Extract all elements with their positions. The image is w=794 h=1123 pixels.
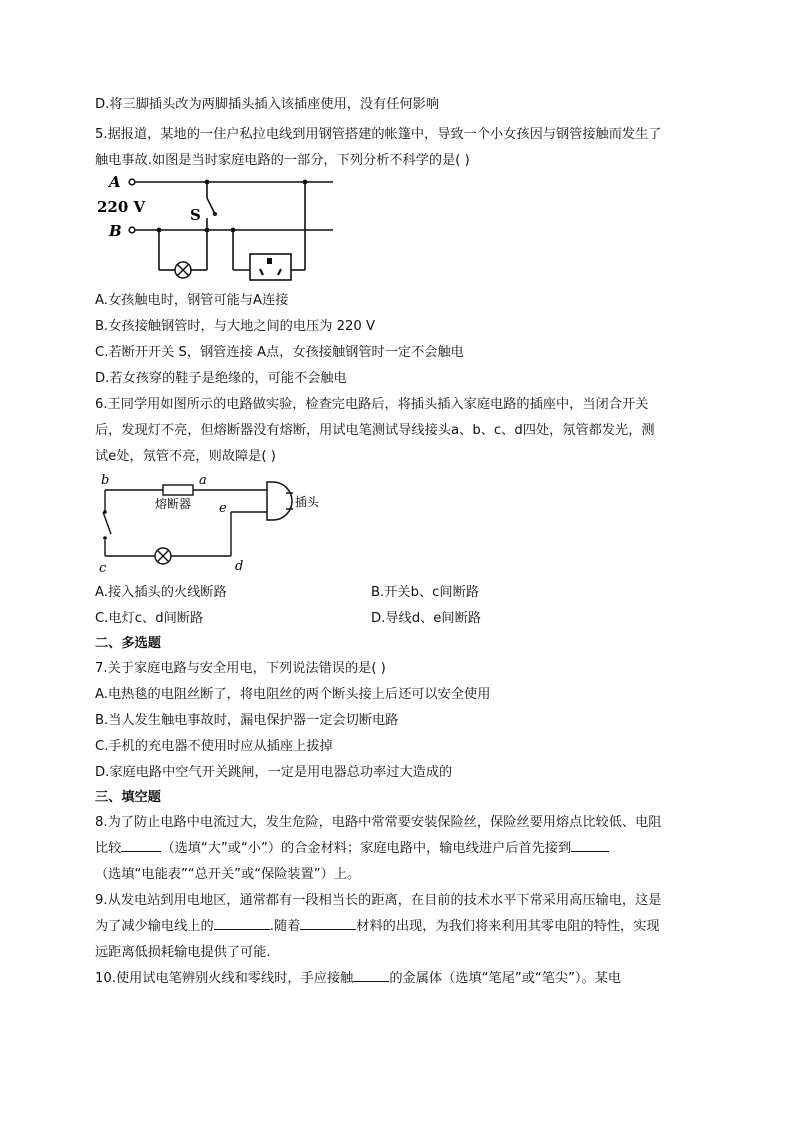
q7-option-a: A.电热毯的电阻丝断了，将电阻丝的两个断头接上后还可以安全使用	[95, 687, 491, 702]
q6-option-c: C.电灯c、d间断路	[95, 611, 204, 626]
q9-text-a: 为了减少输电线上的	[95, 919, 214, 934]
q6-label-e: e	[219, 501, 227, 516]
q5-stem-line-2: 触电事故.如图是当时家庭电路的一部分，下列分析不科学的是( )	[95, 153, 470, 168]
q6-label-c: c	[99, 561, 107, 576]
q5-label-voltage: 220 V	[97, 198, 146, 216]
q5-label-b: B	[109, 222, 122, 240]
q6-label-plug: 插头	[295, 495, 320, 509]
q8-blank-1[interactable]	[121, 837, 161, 852]
q5-junction-dots	[157, 180, 308, 233]
q7-option-d: D.家庭电路中空气开关跳闸，一定是用电器总功率过大造成的	[95, 765, 453, 780]
q6-option-b: B.开关b、c间断路	[371, 585, 479, 600]
q6-option-a: A.接入插头的火线断路	[95, 585, 227, 600]
q6-options-row-1	[95, 580, 705, 606]
section-heading-multiple-choice: 二、多选题	[95, 636, 161, 651]
q6-stem-line-3: 试e处，氖管不亮，则故障是( )	[95, 449, 276, 464]
q9-text-c: 材料的出现，为我们将来利用其零电阻的特性，实现	[356, 919, 660, 934]
section-heading-fill-in: 三、填空题	[95, 790, 161, 805]
q5-socket-icon	[250, 254, 291, 280]
q9-blank-2[interactable]	[300, 915, 356, 930]
q7-option-c: C.手机的充电器不使用时应从插座上拔掉	[95, 739, 333, 754]
q8-line-3: （选填“电能表”“总开关”或“保险装置”）上。	[95, 867, 361, 882]
q5-wires	[129, 179, 333, 270]
q7-stem: 7.关于家庭电路与安全用电，下列说法错误的是( )	[95, 661, 386, 676]
q5-circuit-figure	[95, 174, 355, 286]
q6-label-a: a	[199, 473, 207, 488]
q6-stem-line-2: 后，发现灯不亮，但熔断器没有熔断，用试电笔测试导线接头a、b、c、d四处，氖管都发光，测	[95, 423, 655, 438]
q8-line-2	[95, 836, 705, 862]
q5-option-b: B.女孩接触钢管时，与大地之间的电压为 220 V	[95, 319, 376, 334]
q10-blank-1[interactable]	[353, 967, 389, 982]
q6-stem-line-1: 6.王同学用如图所示的电路做实验，检查完电路后，将插头插入家庭电路的插座中，当闭合开关	[95, 397, 649, 412]
q6-circuit-figure	[95, 472, 355, 580]
q8-blank-2[interactable]	[571, 837, 609, 852]
q6-lamp-icon	[155, 548, 171, 564]
q5-label-a: A	[109, 174, 121, 191]
q10-text-b: 的金属体（选填“笔尾”或“笔尖”）。某电	[389, 971, 622, 986]
q5-lamp-icon	[175, 262, 191, 278]
q6-options-row-2	[95, 606, 705, 632]
q6-plug-icon	[267, 482, 293, 520]
q5-label-switch: S	[190, 206, 201, 224]
q8-text-a: 比较	[95, 841, 122, 856]
q9-line-3: 远距离低损耗输电提供了可能.	[95, 945, 271, 960]
q9-text-b: .随着	[269, 919, 301, 934]
q6-label-d: d	[235, 559, 244, 574]
q9-blank-1[interactable]	[214, 915, 270, 930]
q6-option-d: D.导线d、e间断路	[371, 611, 481, 626]
worksheet-page	[95, 92, 705, 992]
q8-text-b: （选填“大”或“小”）的合金材料；家庭电路中，输电线进户后首先接到	[161, 841, 572, 856]
q5-option-a: A.女孩触电时，钢管可能与A连接	[95, 293, 289, 308]
q4-option-d: D.将三脚插头改为两脚插头插入该插座使用，没有任何影响	[95, 97, 440, 112]
q5-option-c: C.若断开开关 S，钢管连接 A点，女孩接触钢管时一定不会触电	[95, 345, 464, 360]
q6-label-b: b	[101, 473, 110, 488]
q6-label-fuse: 熔断器	[155, 497, 192, 511]
q10-line-1	[95, 966, 705, 992]
q10-text-a: 10.使用试电笔辨别火线和零线时，手应接触	[95, 971, 354, 986]
q7-option-b: B.当人发生触电事故时，漏电保护器一定会切断电路	[95, 713, 399, 728]
q6-fuse-icon	[163, 485, 193, 495]
q5-stem-line-1: 5.据报道，某地的一住户私拉电线到用钢管搭建的帐篷中，导致一个小女孩因与钢管接触而发生了	[95, 127, 662, 142]
q8-line-1: 8.为了防止电路中电流过大，发生危险，电路中常常要安装保险丝，保险丝要用熔点比较低、电阻	[95, 815, 662, 830]
q9-line-1: 9.从发电站到用电地区，通常都有一段相当长的距离，在目前的技术水平下常采用高压输电，这是	[95, 893, 662, 908]
q9-line-2	[95, 914, 705, 940]
q5-option-d: D.若女孩穿的鞋子是绝缘的，可能不会触电	[95, 371, 347, 386]
